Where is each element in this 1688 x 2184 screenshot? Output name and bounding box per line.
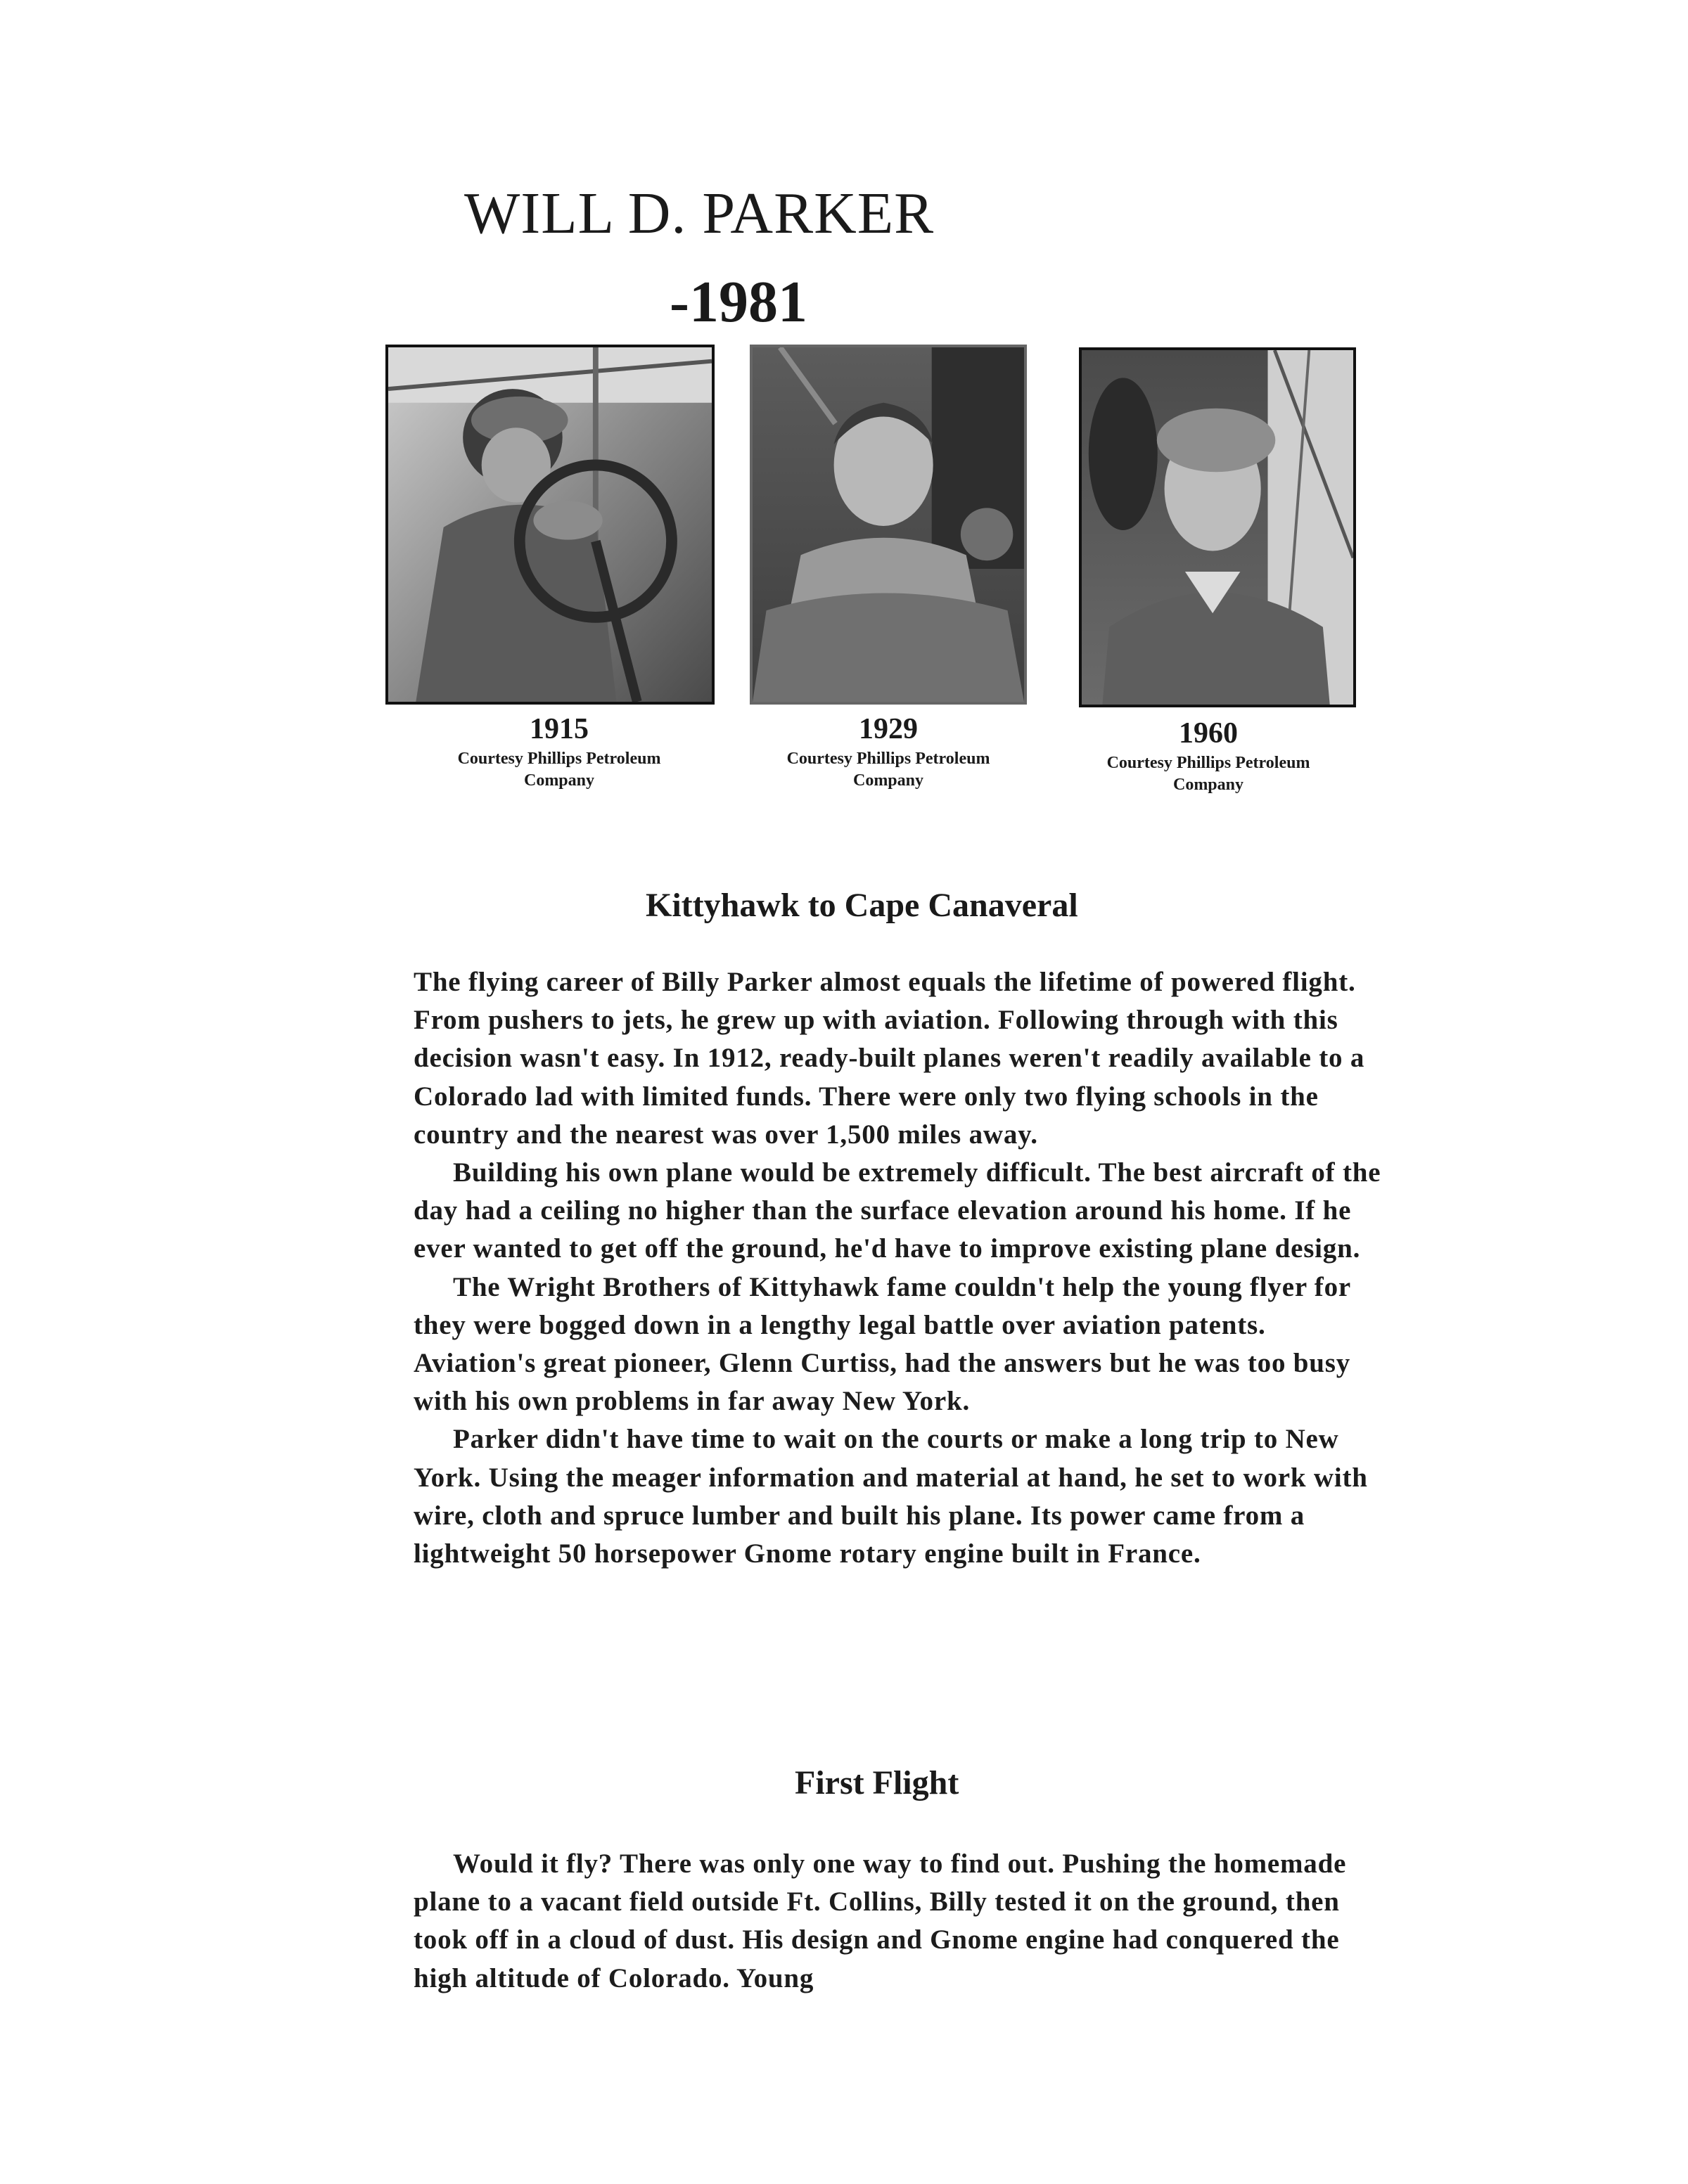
paragraph: Would it fly? There was only one way to find out. Pushing the homemade plane to a vacant field outside Ft. Collins, Billy tested it on the ground, then took off in a cloud of dust. His design and Gnome engine had conquered the high altitude of Colorado. Young [414, 1849, 1347, 1993]
paragraph: The flying career of Billy Parker almost equals the lifetime of powered flight. From pushers to jets, he grew up with aviation. Following through with this decision wasn't easy. In 1912, ready-built planes weren't readily available to a Colorado lad with limited funds. There were only two flying schools in the country and the nearest was over 1,500 miles away. [414, 967, 1365, 1150]
photo-credit: Courtesy Phillips Petroleum Company [786, 750, 990, 790]
page-title: WILL D. PARKER [464, 181, 935, 246]
photo-caption-1960 [1075, 717, 1342, 797]
page-subtitle: -1981 [670, 269, 807, 335]
photo-1929 [750, 345, 1027, 705]
photo-year: 1960 [1179, 717, 1238, 750]
section-heading-first-flight: First Flight [795, 1764, 959, 1801]
photo-credit: Courtesy Phillips Petroleum Company [1106, 754, 1310, 795]
photo-year: 1915 [530, 713, 589, 745]
paragraph: Building his own plane would be extremely difficult. The best aircraft of the day had a ceiling no higher than the surface elevation around his home. If he ever wanted to get off the ground, he'd have to improve existing plane design. [414, 1157, 1381, 1264]
section-heading-kittyhawk: Kittyhawk to Cape Canaveral [646, 887, 1078, 924]
photo-year: 1929 [859, 713, 918, 745]
photo-credit: Courtesy Phillips Petroleum Company [457, 750, 661, 790]
section-body-first-flight [414, 1845, 1384, 1998]
photo-caption-1915 [426, 713, 693, 792]
paragraph: The Wright Brothers of Kittyhawk fame couldn't help the young flyer for they were bogged down in a lengthy legal battle over aviation patents. Aviation's great pioneer, Glenn Curtiss, had the answers but he was too busy with his own problems in far away New York. [414, 1271, 1351, 1417]
photo-1915 [385, 345, 715, 705]
photo-caption-1929 [755, 713, 1022, 792]
paragraph: Parker didn't have time to wait on the courts or make a long trip to New York. Using the meager information and material at hand, he set to work with wire, cloth and spruce lumber and built his plane. Its power came from a lightweight 50 horsepower Gnome rotary engine built in France. [414, 1424, 1368, 1569]
section-body-kittyhawk [414, 963, 1384, 1573]
photo-1960 [1079, 347, 1356, 707]
